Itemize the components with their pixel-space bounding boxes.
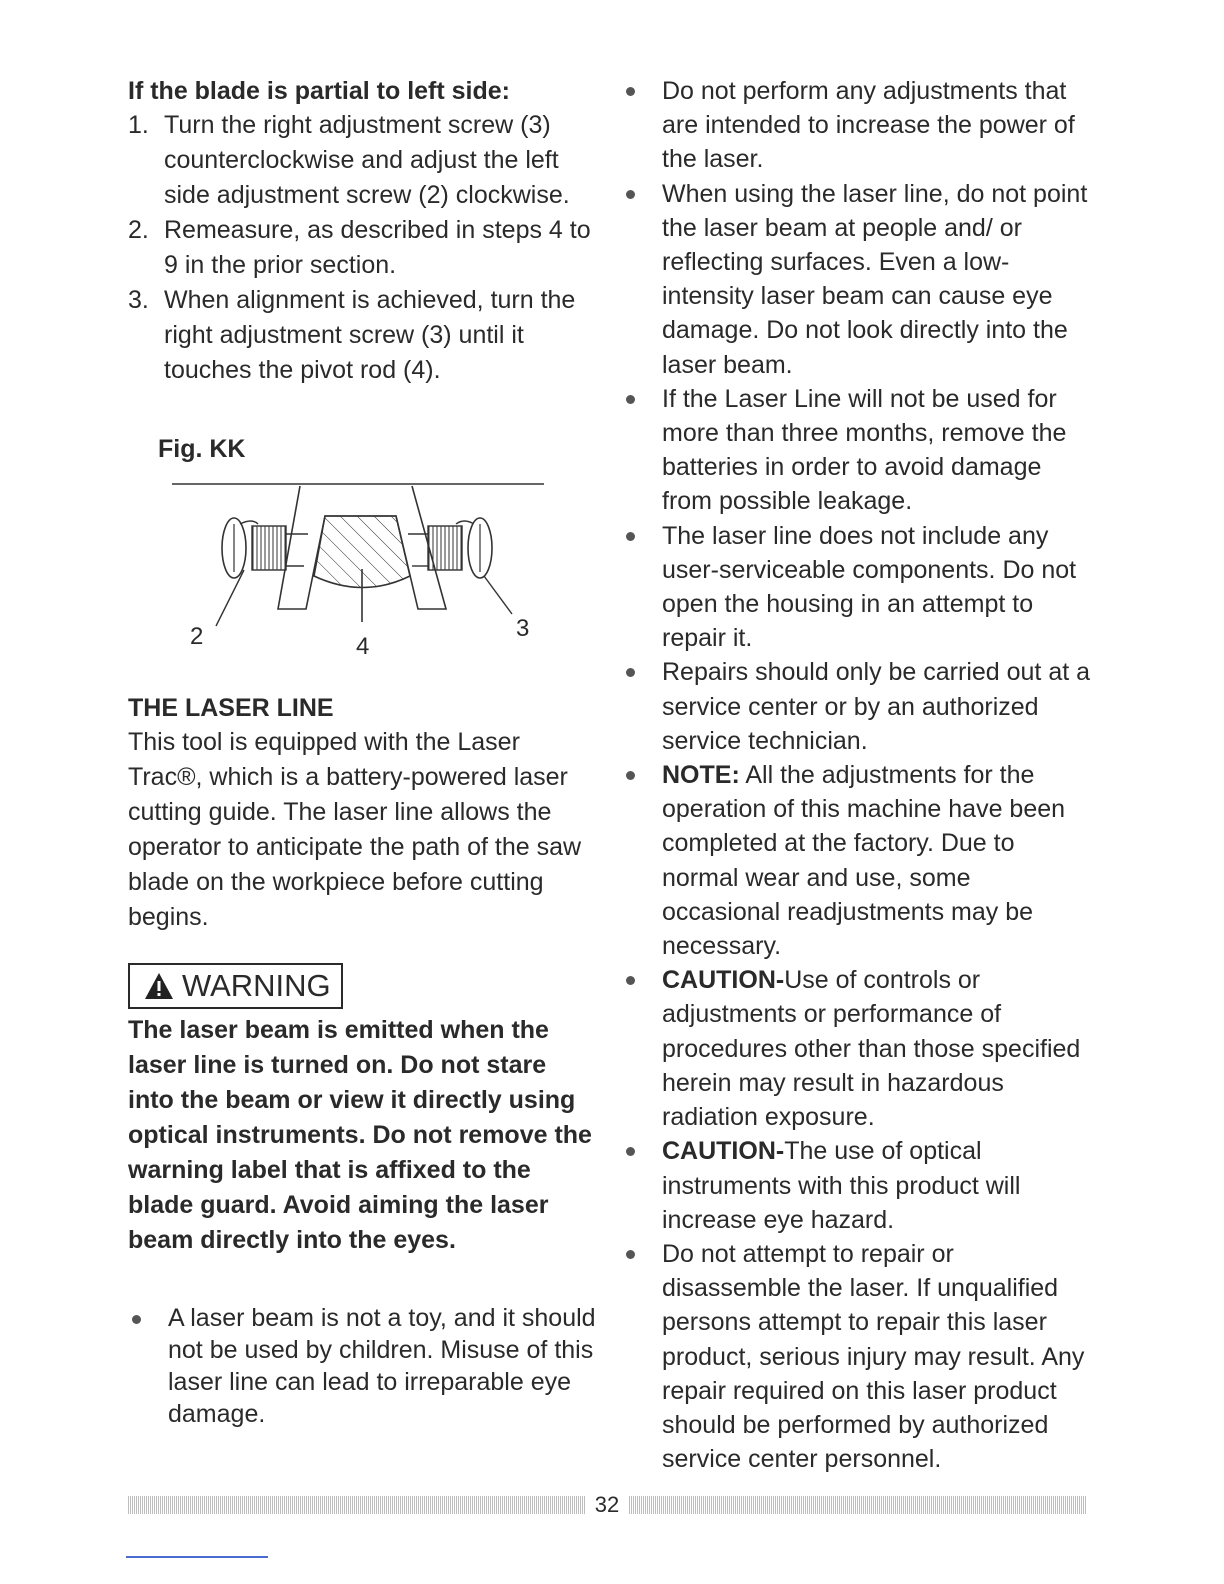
step-item — [128, 213, 598, 283]
callout-leader-2 — [216, 570, 244, 626]
bullet-icon — [626, 668, 635, 677]
bullet-text: When using the laser line, do not point the laser beam at people and/ or reflecting surfaces. Even a low-intensity laser beam can cause eye damage. Do not look directly into the laser beam. — [662, 179, 1088, 379]
step-number: 1. — [128, 111, 149, 139]
step-number: 2. — [128, 216, 149, 244]
bullet-text: The use of optical instruments with this product will increase eye hazard. — [662, 1137, 1021, 1234]
warning-box — [128, 963, 343, 1009]
step-text: When alignment is achieved, turn the right adjustment screw (3) until it touches the pivot rod (4). — [164, 286, 576, 384]
bullet-icon — [132, 1315, 141, 1324]
bullet-icon — [626, 190, 635, 199]
page-footer — [128, 1490, 1086, 1520]
list-item — [622, 519, 1092, 656]
list-item — [622, 1134, 1092, 1237]
bullet-text: A laser beam is not a toy, and it should not be used by children. Misuse of this laser line can lead to irreparable eye damage. — [168, 1304, 596, 1428]
bullet-icon — [626, 395, 635, 404]
warning-triangle-icon — [144, 972, 174, 1000]
callout-3: 3 — [516, 615, 530, 642]
figure-label: Fig. KK — [158, 435, 246, 463]
step-item — [128, 283, 598, 388]
callout-leader-3 — [484, 576, 512, 614]
bullet-icon — [626, 87, 635, 96]
bullet-icon — [626, 1147, 635, 1156]
right-bullet-list — [622, 74, 1092, 1476]
right-column — [622, 74, 1092, 1476]
callout-4: 4 — [356, 633, 370, 660]
step-number: 3. — [128, 286, 149, 314]
list-item — [622, 74, 1092, 177]
bullet-text: If the Laser Line will not be used for more than three months, remove the batteries in order to avoid damage from possible leakage. — [662, 384, 1067, 516]
step-list — [128, 108, 598, 388]
warning-text: The laser beam is emitted when the laser line is turned on. Do not stare into the beam or view it directly using optical instruments. Do not remove the warning label that is affixed to the blade guard. Avoid aiming the laser beam directly into the eyes. — [128, 1016, 592, 1254]
bullet-icon — [626, 532, 635, 541]
right-adjustment-screw — [408, 518, 492, 578]
list-item — [128, 1302, 598, 1430]
subsection-heading: If the blade is partial to left side: — [128, 77, 511, 105]
list-item — [622, 177, 1092, 382]
bullet-text: Repairs should only be carried out at a service center or by an authorized service technician. — [662, 658, 1091, 755]
section-title-laser-line: THE LASER LINE — [128, 694, 334, 722]
bullet-icon — [626, 771, 635, 780]
figure-kk-diagram — [128, 474, 558, 669]
footer-stripe-left — [128, 1496, 585, 1514]
list-item — [622, 758, 1092, 963]
note-lead: NOTE: — [662, 761, 740, 790]
laser-line-description: This tool is equipped with the Laser Trac®, which is a battery-powered laser cutting guide. The laser line allows the operator to anticipate the path of the saw blade on the workpiece before cutting begins. — [128, 728, 582, 931]
step-text: Remeasure, as described in steps 4 to 9 in the prior section. — [164, 216, 591, 279]
step-text: Turn the right adjustment screw (3) counterclockwise and adjust the left side adjustment screw (2) clockwise. — [164, 111, 570, 209]
bullet-text: All the adjustments for the operation of this machine have been completed at the factory. Due to normal wear and use, some occasional readjustments may be necessary. — [662, 761, 1066, 961]
callout-2: 2 — [190, 623, 204, 650]
list-item — [622, 963, 1092, 1134]
bullet-icon — [626, 1250, 635, 1259]
bottom-rule — [126, 1556, 268, 1558]
list-item — [622, 382, 1092, 519]
bullet-text: Do not perform any adjustments that are intended to increase the power of the laser. — [662, 77, 1075, 174]
left-column — [128, 74, 598, 1430]
bullet-text: Do not attempt to repair or disassemble the laser. If unqualified persons attempt to repair this laser product, serious injury may result. Any repair required on this laser product should be performed by authorized service center personnel. — [662, 1239, 1085, 1474]
bullet-text: The laser line does not include any user-serviceable components. Do not open the housing in an attempt to repair it. — [662, 521, 1077, 653]
caution-lead: CAUTION- — [662, 966, 785, 995]
page-number: 32 — [594, 1492, 620, 1517]
caution-lead: CAUTION- — [662, 1137, 785, 1166]
warning-label: WARNING — [182, 968, 331, 1003]
bullet-icon — [626, 976, 635, 985]
list-item — [622, 655, 1092, 758]
left-adjustment-screw — [222, 518, 308, 578]
footer-stripe-right — [629, 1496, 1086, 1514]
bullet-text: Use of controls or adjustments or performance of procedures other than those specified herein may result in hazardous radiation exposure. — [662, 966, 1081, 1132]
left-bullet-list — [128, 1302, 598, 1430]
step-item — [128, 108, 598, 213]
list-item — [622, 1237, 1092, 1476]
